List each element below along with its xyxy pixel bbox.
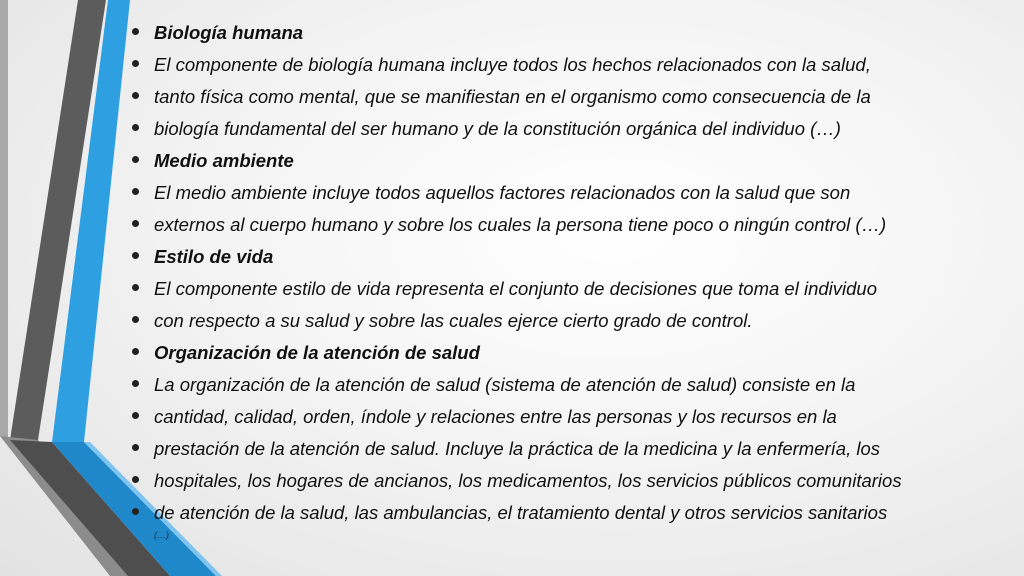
- bullet-label: tanto física como mental, que se manifiestan en el organismo como consecuencia de la: [154, 86, 871, 107]
- bullet-dot-icon: [132, 380, 139, 387]
- section-heading: [128, 337, 1008, 369]
- bullet-text: [128, 401, 1008, 433]
- bullet-text: [128, 273, 1008, 305]
- bullet-text: [128, 305, 1008, 337]
- bullet-dot-icon: [132, 188, 139, 195]
- bullet-dot-icon: [132, 508, 139, 515]
- bullet-text: [128, 177, 1008, 209]
- bullet-text: [128, 209, 1008, 241]
- bullet-dot-icon: [132, 412, 139, 419]
- bullet-dot-icon: [132, 92, 139, 99]
- bullet-text: [128, 49, 1008, 81]
- bullet-text: [128, 113, 1008, 145]
- bullet-dot-icon: [132, 60, 139, 67]
- section-heading: [128, 17, 1008, 49]
- bullet-dot-icon: [132, 252, 139, 259]
- bullet-dot-icon: [132, 316, 139, 323]
- bullet-label: biología fundamental del ser humano y de la constitución orgánica del individuo (…): [154, 118, 841, 139]
- bullet-label: de atención de la salud, las ambulancias, el tratamiento dental y otros servicios sanitarios: [154, 502, 888, 523]
- bullet-label: El componente estilo de vida representa el conjunto de decisiones que toma el individuo: [154, 278, 877, 299]
- bullet-text: [128, 497, 1008, 529]
- bullet-label: prestación de la atención de salud. Incluye la práctica de la medicina y la enfermería, los: [154, 438, 881, 459]
- stripe-light-gray: [0, 0, 8, 440]
- bullet-dot-icon: [132, 156, 139, 163]
- bullet-dot-icon: [132, 124, 139, 131]
- bullet-text: [128, 433, 1008, 465]
- bullet-label: con respecto a su salud y sobre las cuales ejerce cierto grado de control.: [154, 310, 753, 331]
- bullet-dot-icon: [132, 348, 139, 355]
- continuation-ellipsis: (…): [154, 530, 169, 540]
- bullet-dot-icon: [132, 220, 139, 227]
- bullet-label: El medio ambiente incluye todos aquellos factores relacionados con la salud que son: [154, 182, 851, 203]
- section-heading: [128, 145, 1008, 177]
- bullet-label: hospitales, los hogares de ancianos, los medicamentos, los servicios públicos comunitarios: [154, 470, 902, 491]
- bullet-dot-icon: [132, 444, 139, 451]
- bullet-dot-icon: [132, 28, 139, 35]
- bullet-label: La organización de la atención de salud (sistema de atención de salud) consiste en la: [154, 374, 856, 395]
- bullet-label: Estilo de vida: [154, 246, 274, 267]
- bullet-label: Biología humana: [154, 22, 304, 43]
- bullet-list: [128, 17, 1008, 529]
- bullet-label: Organización de la atención de salud: [154, 342, 480, 363]
- bullet-label: Medio ambiente: [154, 150, 294, 171]
- bullet-text: [128, 369, 1008, 401]
- bullet-text: [128, 465, 1008, 497]
- bullet-label: externos al cuerpo humano y sobre los cuales la persona tiene poco o ningún control (…): [154, 214, 887, 235]
- section-heading: [128, 241, 1008, 273]
- bullet-label: El componente de biología humana incluye todos los hechos relacionados con la salud,: [154, 54, 871, 75]
- bullet-text: [128, 81, 1008, 113]
- bullet-dot-icon: [132, 476, 139, 483]
- bullet-dot-icon: [132, 284, 139, 291]
- bullet-label: cantidad, calidad, orden, índole y relaciones entre las personas y los recursos en la: [154, 406, 837, 427]
